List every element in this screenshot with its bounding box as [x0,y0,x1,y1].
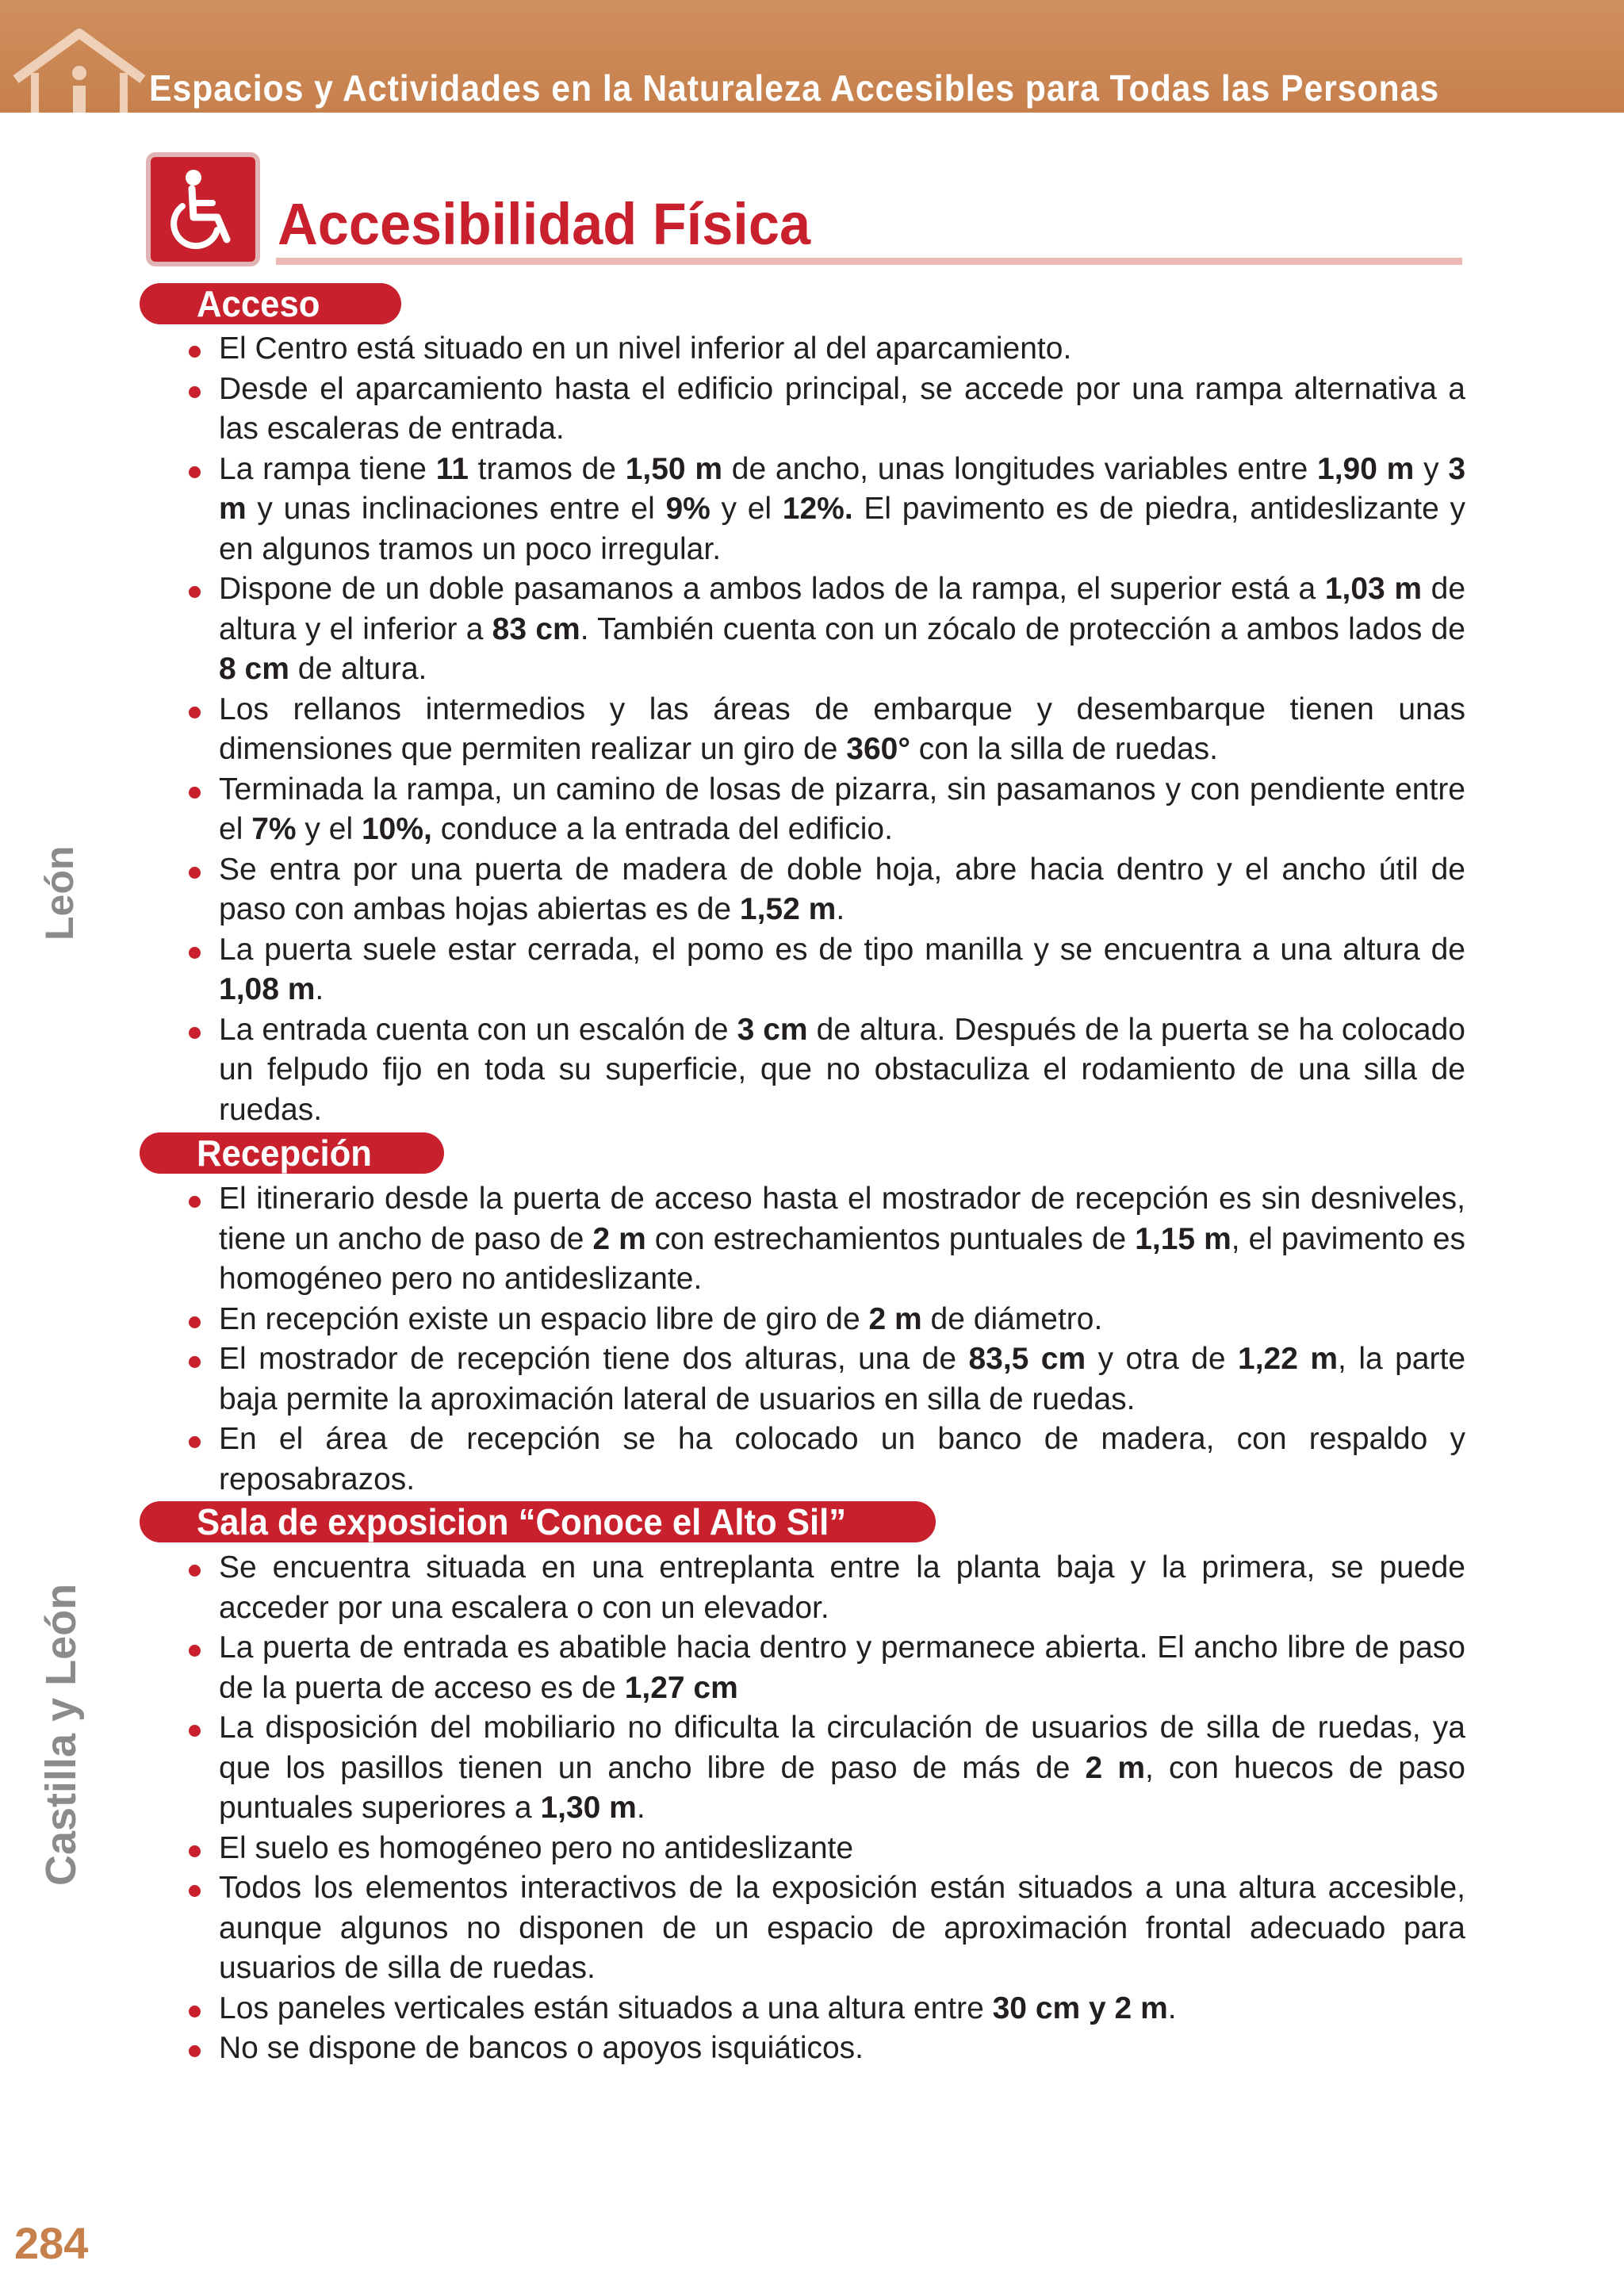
header-title: Espacios y Actividades en la Naturaleza Accesibles para Todas las Personas [149,67,1440,109]
list-item: El Centro está situado en un nivel inferior al del aparcamiento. [187,329,1465,370]
page-number: 284 [14,2218,89,2268]
section-heading-recepcion [140,1132,444,1174]
list-item: Todos los elementos interactivos de la exposición están situados a una altura accesible, aunque algunos no disponen de un espacio de aproximación frontal adecuado para usuarios de silla de ruedas. [187,1868,1465,1989]
list-item: La rampa tiene 11 tramos de 1,50 m de ancho, unas longitudes variables entre 1,90 m y 3 m y unas inclinaciones entre el 9% y el 12%. El pavimento es de piedra, antideslizante y en algunos tramos un poco irregular. [187,450,1465,570]
list-item: Desde el aparcamiento hasta el edificio principal, se accede por una rampa alternativa a las escaleras de entrada. [187,370,1465,450]
section-list-acceso [187,329,1465,1130]
list-item: Terminada la rampa, un camino de losas de pizarra, sin pasamanos y con pendiente entre el 7% y el 10%, conduce a la entrada del edificio. [187,770,1465,850]
page-title: Accesibilidad Física [278,191,811,257]
section-heading-label: Acceso [197,283,320,324]
list-item: La puerta de entrada es abatible hacia dentro y permanece abierta. El ancho libre de paso de la puerta de acceso es de 1,27 cm [187,1628,1465,1708]
list-item: En el área de recepción se ha colocado un banco de madera, con respaldo y reposabrazos. [187,1420,1465,1500]
side-label-region: Castilla y León [37,1583,85,1886]
list-item: Los paneles verticales están situados a una altura entre 30 cm y 2 m. [187,1989,1465,2029]
list-item: La entrada cuenta con un escalón de 3 cm de altura. Después de la puerta se ha colocado un felpudo fijo en toda su superficie, que no obstaculiza el rodamiento de una silla de ruedas. [187,1010,1465,1131]
section-heading-label: Recepción [197,1132,373,1174]
section-heading-label: Sala de exposicion “Conoce el Alto Sil” [197,1501,847,1542]
list-item: El suelo es homogéneo pero no antideslizante [187,1829,1465,1869]
list-item: Se entra por una puerta de madera de doble hoja, abre hacia dentro y el ancho útil de paso con ambas hojas abiertas es de 1,52 m. [187,850,1465,930]
section-list-recepcion [187,1179,1465,1500]
section-heading-acceso [140,283,401,324]
header-band [0,0,1624,113]
list-item: La disposición del mobiliario no dificulta la circulación de usuarios de silla de ruedas, ya que los pasillos tienen un ancho libre de paso de más de 2 m, con huecos de paso puntuales superiores a 1,30 m. [187,1708,1465,1829]
list-item: Dispone de un doble pasamanos a ambos lados de la rampa, el superior está a 1,03 m de altura y el inferior a 83 cm. También cuenta con un zócalo de protección a ambos lados de 8 cm de altura. [187,569,1465,690]
section-heading-sala-exposicion [140,1501,936,1542]
list-item: El itinerario desde la puerta de acceso hasta el mostrador de recepción es sin desniveles, tiene un ancho de paso de 2 m con estrechamientos puntuales de 1,15 m, el pavimento es homogéneo pero no antideslizante. [187,1179,1465,1300]
list-item: En recepción existe un espacio libre de giro de 2 m de diámetro. [187,1300,1465,1340]
list-item: El mostrador de recepción tiene dos alturas, una de 83,5 cm y otra de 1,22 m, la parte baja permite la aproximación lateral de usuarios en silla de ruedas. [187,1339,1465,1420]
list-item: La puerta suele estar cerrada, el pomo es de tipo manilla y se encuentra a una altura de 1,08 m. [187,930,1465,1010]
section-list-sala-exposicion [187,1548,1465,2069]
house-info-icon [8,24,151,113]
title-underline [276,258,1462,265]
wheelchair-icon [151,157,255,262]
list-item: Se encuentra situada en una entreplanta entre la planta baja y la primera, se puede acceder por una escalera o con un elevador. [187,1548,1465,1628]
list-item: No se dispone de bancos o apoyos isquiáticos. [187,2029,1465,2069]
list-item: Los rellanos intermedios y las áreas de embarque y desembarque tienen unas dimensiones que permiten realizar un giro de 360° con la silla de ruedas. [187,690,1465,770]
side-label-province: León [37,845,82,941]
